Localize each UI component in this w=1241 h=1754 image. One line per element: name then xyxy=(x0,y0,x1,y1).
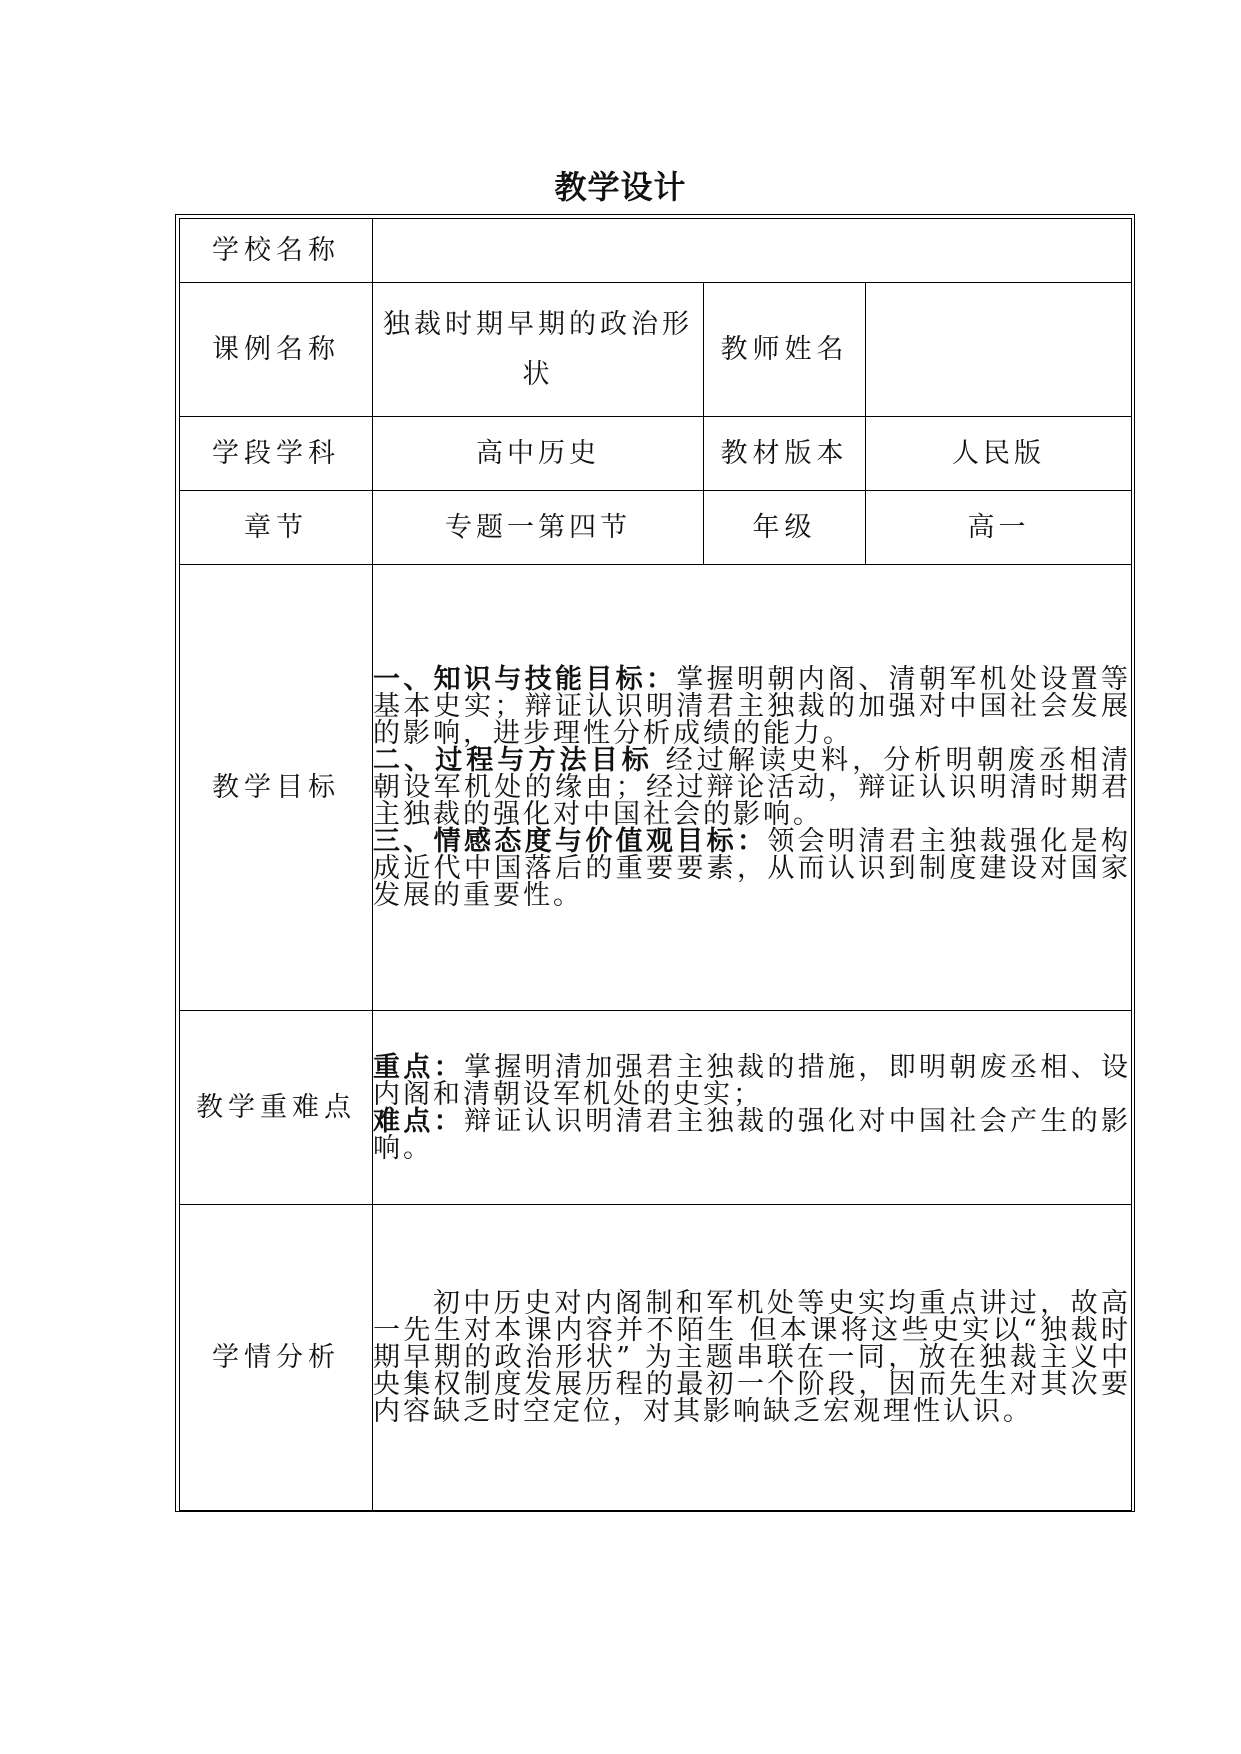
table-row xyxy=(180,491,1132,565)
objective-process xyxy=(373,747,1131,828)
teacher-name-label: 教师姓名 xyxy=(704,283,866,417)
chapter-label: 章节 xyxy=(180,491,373,565)
grade-value: 高一 xyxy=(866,491,1132,565)
objectives-label: 教学目标 xyxy=(180,565,373,1011)
objective-heading: 二、过程与方法目标 xyxy=(373,745,653,776)
chapter-value: 专题一第四节 xyxy=(373,491,704,565)
objective-knowledge xyxy=(373,666,1131,747)
textbook-version-label: 教材版本 xyxy=(704,417,866,491)
table-row xyxy=(180,283,1132,417)
key-points-label: 教学重难点 xyxy=(180,1011,373,1205)
objective-values xyxy=(373,828,1131,909)
textbook-version-value: 人民版 xyxy=(866,417,1132,491)
stage-subject-label: 学段学科 xyxy=(180,417,373,491)
lesson-name-label: 课例名称 xyxy=(180,283,373,417)
table-row xyxy=(180,1011,1132,1205)
objective-heading: 三、情感态度与价值观目标： xyxy=(373,826,768,857)
table-row xyxy=(180,219,1132,283)
table-row xyxy=(180,417,1132,491)
key-point-difficulty xyxy=(373,1105,1132,1164)
objective-text: 经过解读史料，分析明朝废丞相清朝设军机处的缘由；经过辩论活动，辩证认识明清时期君主独裁的强化对中国社会的影响。 xyxy=(373,745,1132,830)
objective-text: 领会明清君主独裁强化是构成近代中国落后的重要要素，从而认识到制度建设对国家发展的重要性。 xyxy=(373,826,1132,911)
grade-label: 年级 xyxy=(704,491,866,565)
school-name-value xyxy=(373,219,1132,283)
student-analysis-text: 初中历史对内阁制和军机处等史实均重点讲过，故高一先生对本课内容并不陌生 但本课将这些史实以“独裁时期早期的政治形状” 为主题串联在一同，放在独裁主义中央集权制度发展历程的最初一个阶段，因而先生对其次要内容缺乏时空定位，对其影响缺乏宏观理性认识。 xyxy=(373,1288,1132,1427)
key-point-heading: 重点： xyxy=(373,1051,465,1083)
stage-subject-value: 高中历史 xyxy=(373,417,704,491)
objective-heading: 一、知识与技能目标： xyxy=(373,664,677,695)
teacher-name-value xyxy=(866,283,1132,417)
key-point-text: 掌握明清加强君主独裁的措施，即明朝废丞相、设内阁和清朝设军机处的史实； xyxy=(373,1051,1132,1110)
key-point-heading: 难点： xyxy=(373,1105,465,1137)
key-point-focus xyxy=(373,1051,1132,1110)
objective-text: 掌握明朝内阁、清朝军机处设置等基本史实；辩证认识明清君主独裁的加强对中国社会发展的影响，进步理性分析成绩的能力。 xyxy=(373,664,1132,749)
school-name-label: 学校名称 xyxy=(180,219,373,283)
lesson-plan-table xyxy=(179,218,1132,1511)
page-title: 教学设计 xyxy=(554,168,687,206)
objectives-content xyxy=(373,565,1132,1011)
student-analysis-content xyxy=(373,1205,1132,1511)
key-points-content xyxy=(373,1011,1132,1205)
table-row xyxy=(180,1205,1132,1511)
table-row xyxy=(180,565,1132,1011)
lesson-name-value: 独裁时期早期的政治形状 xyxy=(373,283,704,417)
student-analysis-label: 学情分析 xyxy=(180,1205,373,1511)
key-point-text: 辩证认识明清君主独裁的强化对中国社会产生的影响。 xyxy=(373,1105,1132,1164)
